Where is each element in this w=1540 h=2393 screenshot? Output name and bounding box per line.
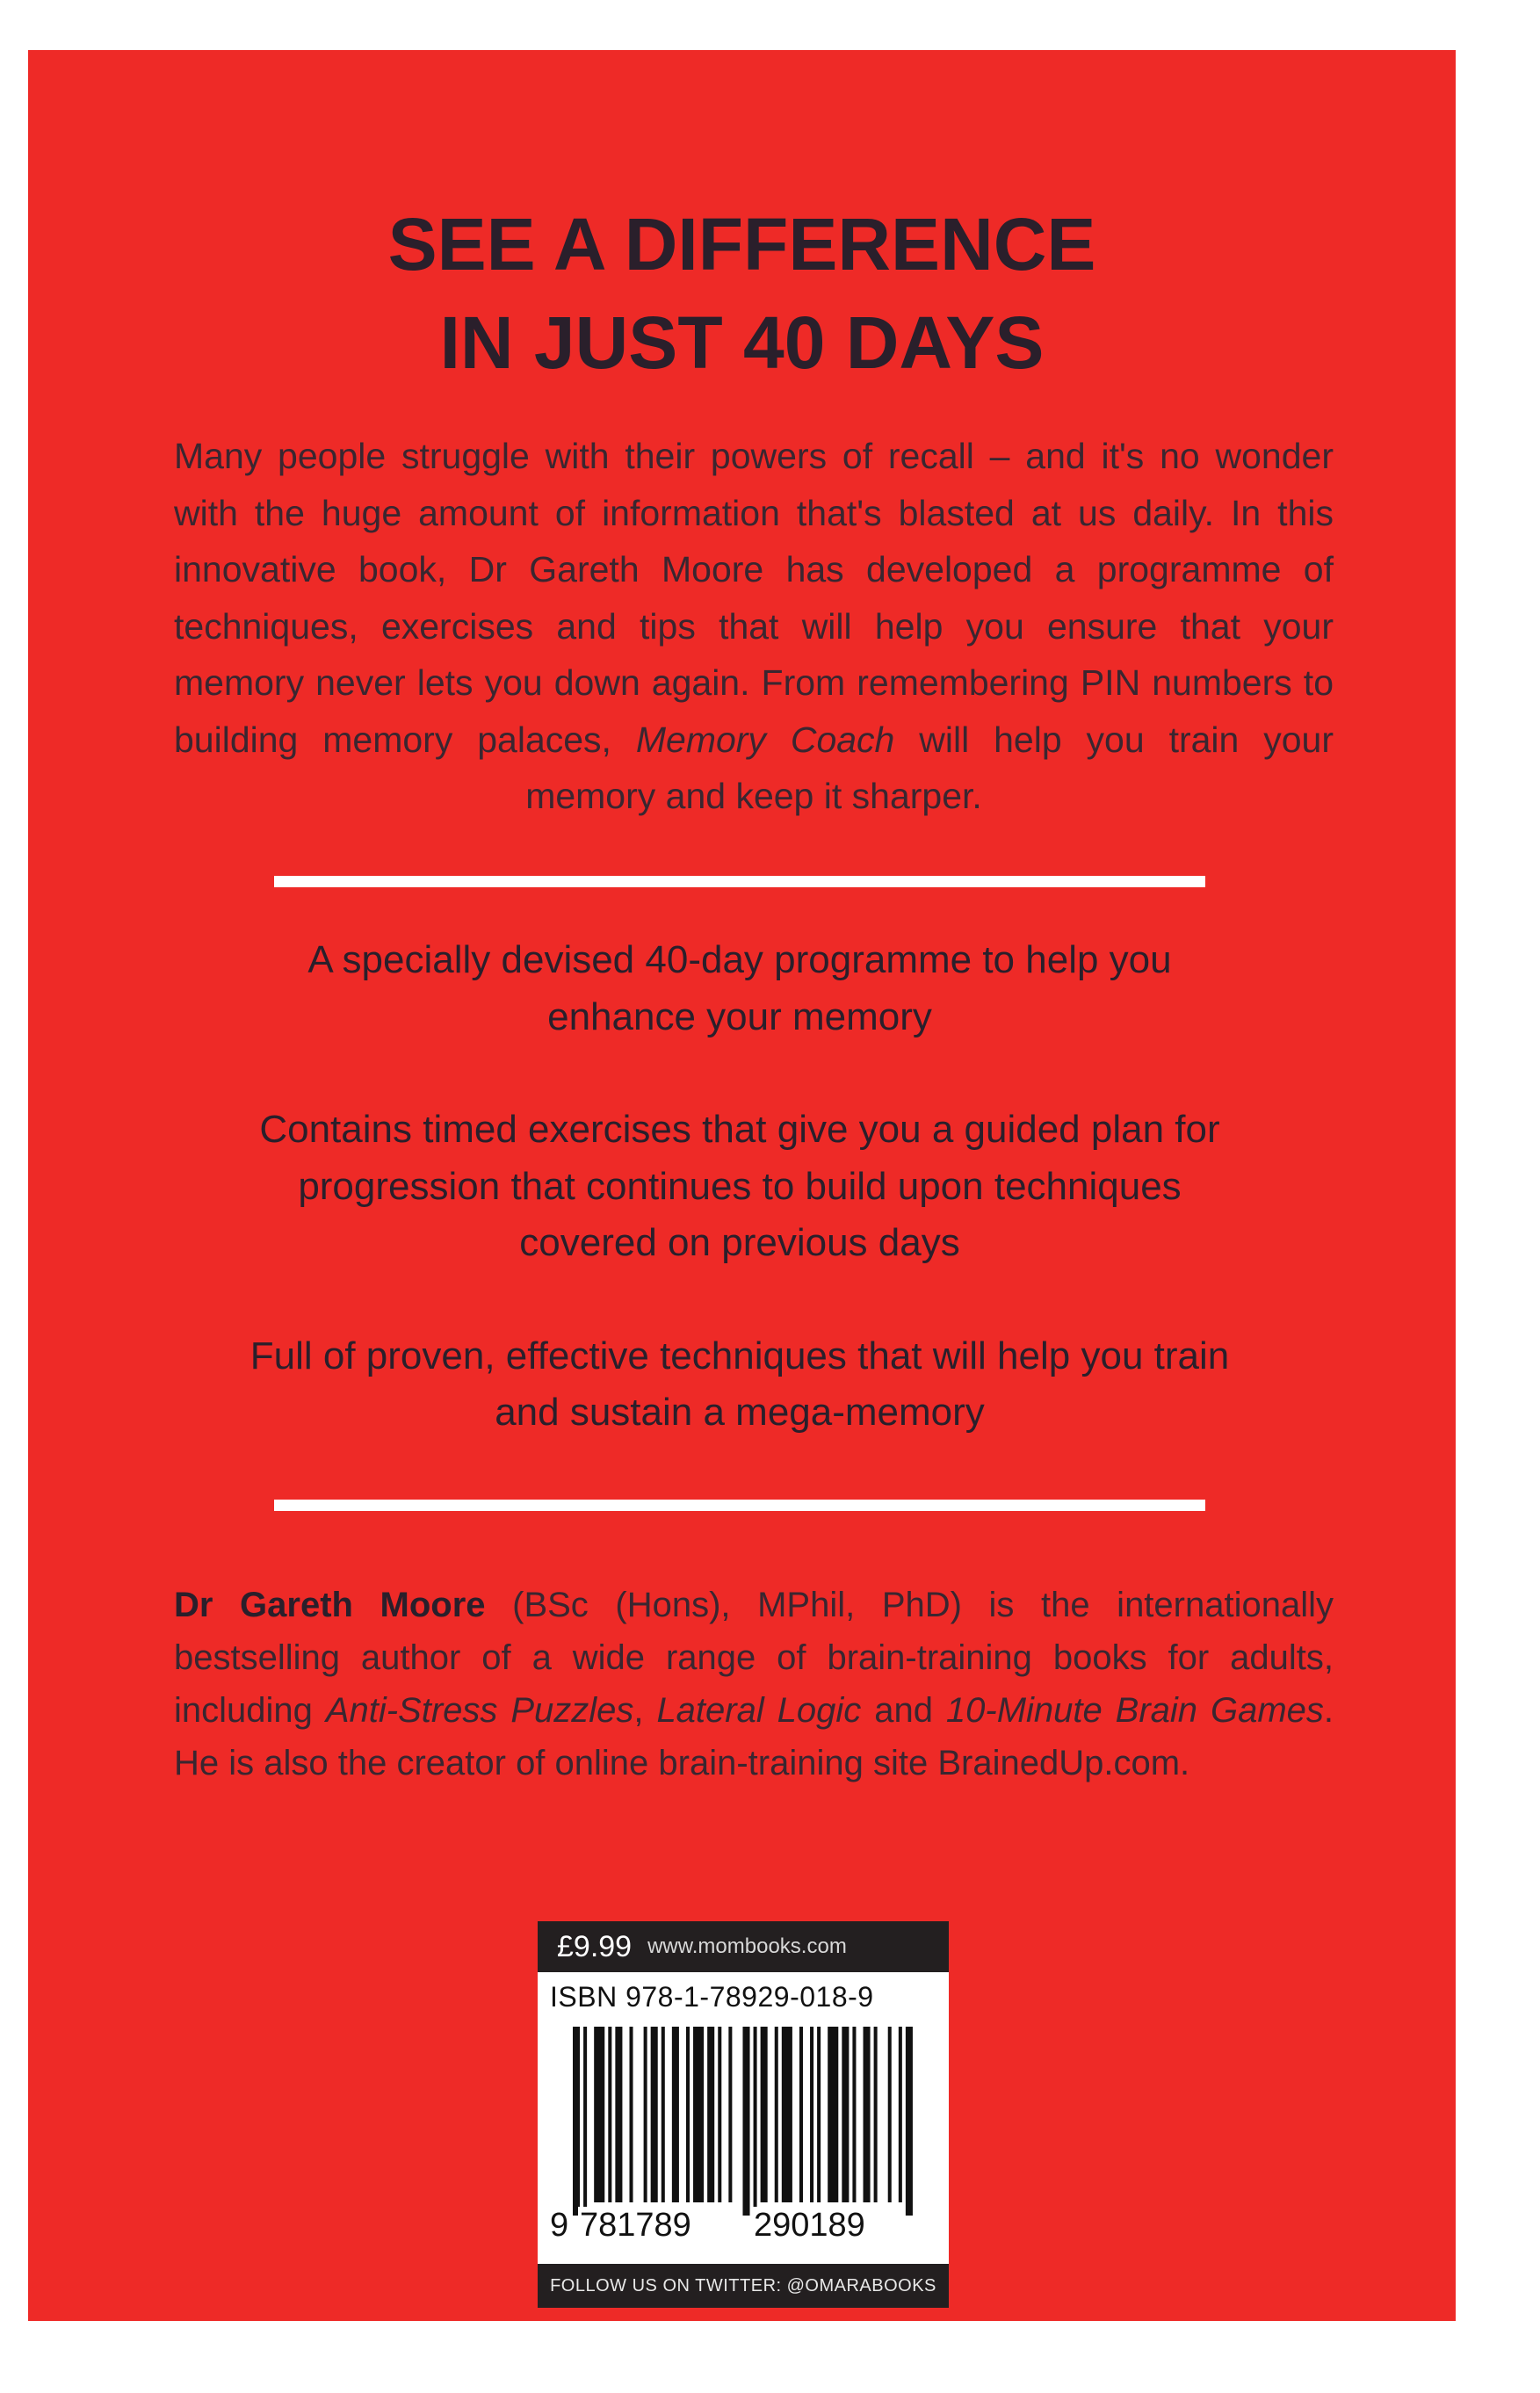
barcode-bar: [707, 2027, 714, 2202]
barcode-bar: [742, 2027, 749, 2216]
back-cover: [28, 50, 1456, 2321]
barcode-bar: [644, 2027, 647, 2202]
barcode-bar: [799, 2027, 803, 2202]
blurb-text-before: Many people struggle with their powers of recall – and it's no wonder with the huge amount of information that's blasted at us daily. In this innovative book, Dr Gareth Moore has developed a programme of techniques, exercises and tips that will help you ensure that your memory never lets you down again. From remembering PIN numbers to building memory palaces,: [174, 436, 1334, 760]
headline-line-2: IN JUST 40 DAYS: [439, 301, 1045, 384]
feature-item: A specially devised 40-day programme to help you enhance your memory: [307, 938, 1172, 1038]
barcode-bar: [888, 2027, 892, 2202]
headline: [28, 195, 1456, 392]
barcode-bar: [864, 2027, 871, 2202]
barcode-bar: [629, 2027, 633, 2202]
bio-text-1: (BSc (Hons), MPhil, PhD) is the internationally bestselling author of a wide range of brain-training books for adults, including: [174, 1586, 1334, 1730]
barcode-digits-left: 781789: [580, 2207, 691, 2244]
barcode-bar: [718, 2027, 721, 2202]
barcode-bar: [728, 2027, 732, 2202]
author-name: Dr Gareth Moore: [174, 1586, 486, 1624]
isbn-text: ISBN 978-1-78929-018-9: [550, 1981, 874, 2013]
price: £9.99: [557, 1929, 633, 1963]
barcode-bar: [686, 2027, 690, 2202]
barcode-bar: [842, 2027, 849, 2202]
barcode-bar: [906, 2027, 913, 2216]
bio-sep-1: ,: [633, 1691, 657, 1730]
barcode-bar: [761, 2027, 768, 2202]
barcode-digits-right: 290189: [754, 2207, 865, 2244]
barcode-bar: [852, 2027, 856, 2202]
barcode-bar: [651, 2027, 658, 2202]
twitter-follow: FOLLOW US ON TWITTER: @OMARABOOKS: [538, 2264, 949, 2308]
barcode-bars-icon: [573, 2027, 920, 2216]
barcode-bar: [874, 2027, 878, 2202]
barcode-bar: [583, 2027, 587, 2216]
barcode-bar: [782, 2027, 792, 2202]
barcode-bar: [672, 2027, 679, 2202]
barcode-bar: [693, 2027, 704, 2202]
price-bar: [538, 1921, 949, 1972]
blurb-paragraph: [174, 428, 1334, 825]
barcode-digits: [548, 2207, 935, 2247]
barcode-bar: [662, 2027, 665, 2202]
author-bio: [174, 1579, 1334, 1789]
barcode-bar: [775, 2027, 778, 2202]
headline-line-1: SEE A DIFFERENCE: [387, 203, 1096, 286]
barcode-bar: [817, 2027, 821, 2202]
barcode-digit-first: 9: [550, 2207, 569, 2244]
blurb-text-after: will help you train your memory and keep it sharper.: [525, 719, 1334, 816]
barcode-bar: [754, 2027, 757, 2216]
bio-book-3: 10-Minute Brain Games: [945, 1691, 1324, 1730]
barcode-bar: [608, 2027, 611, 2202]
bio-sep-2: and: [861, 1691, 946, 1730]
bio-book-2: Lateral Logic: [656, 1691, 862, 1730]
feature-list: [230, 932, 1249, 1442]
barcode-label: [538, 1921, 949, 2308]
barcode-bar: [810, 2027, 813, 2202]
feature-item: Contains timed exercises that give you a guided plan for progression that continues to build upon techniques covered on previous days: [259, 1108, 1220, 1264]
barcode-bar: [899, 2027, 902, 2202]
divider-top: [274, 876, 1205, 887]
bio-book-1: Anti-Stress Puzzles: [325, 1691, 634, 1730]
blurb-book-title: Memory Coach: [635, 719, 895, 760]
barcode-bar: [828, 2027, 838, 2202]
publisher-url: www.mombooks.com: [647, 1934, 847, 1958]
barcode-bar: [594, 2027, 604, 2202]
divider-bottom: [274, 1500, 1205, 1511]
barcode-bar: [573, 2027, 580, 2216]
feature-item: Full of proven, effective techniques that will help you train and sustain a mega-memory: [249, 1334, 1230, 1434]
barcode-bar: [615, 2027, 622, 2202]
bio-text-2: . He is also the creator of online brain-training site BrainedUp.com.: [174, 1691, 1334, 1782]
